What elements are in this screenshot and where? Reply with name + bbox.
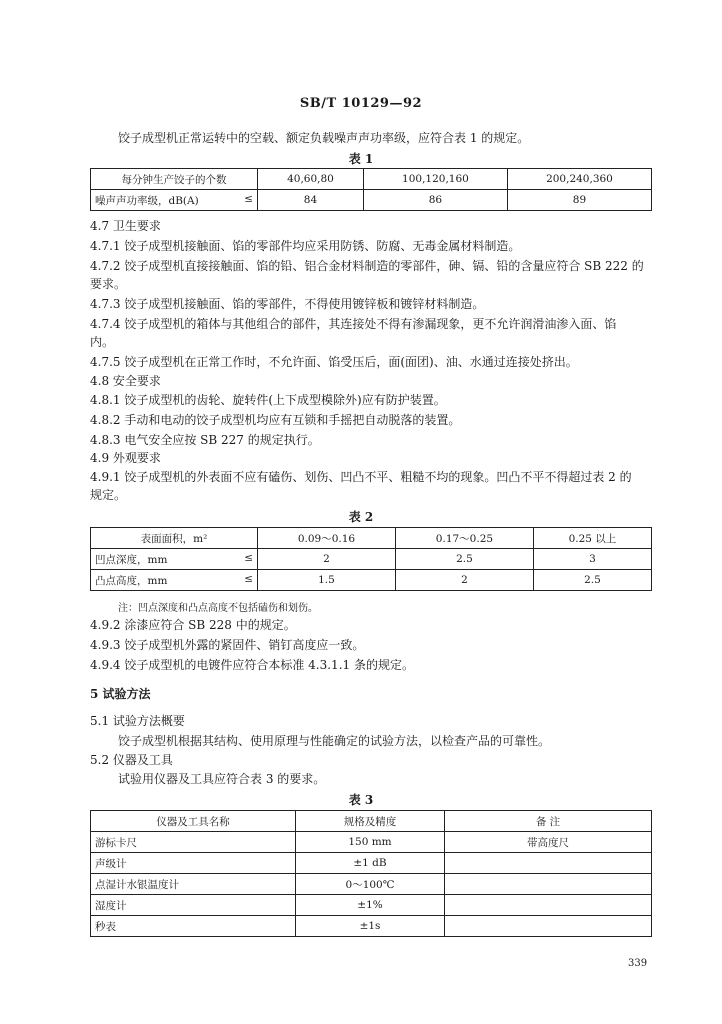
- table-cell: 秒表: [91, 916, 296, 937]
- table-row: [91, 853, 652, 874]
- table2-caption: 表 2: [348, 510, 374, 524]
- table-row: [91, 874, 652, 895]
- table2-row1-label: 凹点深度，mm: [95, 553, 168, 566]
- section-5-1-title: 5.1 试验方法概要: [90, 714, 185, 728]
- table3-caption: 表 3: [348, 793, 374, 807]
- table-row: [91, 190, 652, 211]
- table3-header-spec: 规格及精度: [296, 811, 445, 832]
- document-code-header: SB/T 10129—92: [299, 96, 423, 111]
- table-1: [90, 168, 652, 211]
- table-cell: 湿度计: [91, 895, 296, 916]
- table-cell: 带高度尺: [445, 832, 652, 853]
- table-cell: ±1s: [296, 916, 445, 937]
- clause-4-9-1-cont: 规定。: [90, 488, 127, 502]
- table-row: [91, 832, 652, 853]
- le-symbol: ≤: [244, 192, 253, 205]
- clause-4-8-1: 4.8.1 饺子成型机的齿轮、旋转件(上下成型模除外)应有防护装置。: [90, 393, 446, 407]
- clause-4-7-5: 4.7.5 饺子成型机在正常工作时，不允许面、馅受压后，面(面团)、油、水通过连接处挤出。: [90, 355, 578, 369]
- clause-4-7-1: 4.7.1 饺子成型机接触面、馅的零部件均应采用防锈、防腐、无毒金属材料制造。: [90, 239, 521, 253]
- clause-4-7-2: 4.7.2 饺子成型机直接接触面、馅的铅、铝合金材料制造的零部件，砷、镉、铅的含量应符合 SB 222 的: [90, 259, 644, 273]
- table-row: [91, 916, 652, 937]
- table-cell: 0.25 以上: [533, 528, 651, 549]
- table-cell: 0.17～0.25: [395, 528, 533, 549]
- clause-4-9-3: 4.9.3 饺子成型机外露的紧固件、销钉高度应一致。: [90, 638, 365, 652]
- table-cell: 0～100℃: [296, 874, 445, 895]
- le-symbol: ≤: [244, 551, 253, 564]
- table2-row2-label-cell: [91, 570, 258, 591]
- table-cell: 150 mm: [296, 832, 445, 853]
- table2-row1-label-cell: [91, 549, 258, 570]
- table-cell: 声级计: [91, 853, 296, 874]
- clause-4-8-2: 4.8.2 手动和电动的饺子成型机均应有互锁和手摇把自动脱落的装置。: [90, 413, 461, 427]
- table1-caption: 表 1: [348, 152, 374, 166]
- table2-note: 注：凹点深度和凸点高度不包括磕伤和划伤。: [118, 603, 318, 614]
- clause-4-7-4-cont: 内。: [90, 335, 115, 349]
- table-cell: [445, 895, 652, 916]
- table1-row2-label-cell: [91, 190, 258, 211]
- table-cell: [445, 853, 652, 874]
- table2-header-label: 表面面积，m²: [91, 528, 258, 549]
- table-cell: 0.09～0.16: [258, 528, 396, 549]
- table-cell: 2.5: [533, 570, 651, 591]
- table-row: [91, 570, 652, 591]
- table-cell: ±1 dB: [296, 853, 445, 874]
- table-cell: ±1%: [296, 895, 445, 916]
- clause-4-9-2: 4.9.2 涂漆应符合 SB 228 中的规定。: [90, 618, 296, 632]
- table-cell: 1.5: [258, 570, 396, 591]
- table-row: [91, 549, 652, 570]
- table3-header-name: 仪器及工具名称: [91, 811, 296, 832]
- table-cell: [445, 916, 652, 937]
- section-4-7-title: 4.7 卫生要求: [90, 219, 161, 233]
- section-4-8-title: 4.8 安全要求: [90, 374, 161, 388]
- clause-4-7-4: 4.7.4 饺子成型机的箱体与其他组合的部件，其连接处不得有渗漏现象，更不允许润滑油渗入面、馅: [90, 317, 617, 331]
- table-cell: 84: [258, 190, 364, 211]
- table-row: [91, 811, 652, 832]
- table-cell: 3: [533, 549, 651, 570]
- table-2: [90, 527, 652, 591]
- table1-row2-label: 噪声声功率级，dB(A): [95, 194, 199, 207]
- table-cell: 2: [395, 570, 533, 591]
- section-4-9-title: 4.9 外观要求: [90, 451, 161, 465]
- table-cell: 游标卡尺: [91, 832, 296, 853]
- table-cell: 86: [363, 190, 507, 211]
- table-cell: 2.5: [395, 549, 533, 570]
- table-cell: 89: [507, 190, 651, 211]
- table-cell: 点湿计水银温度计: [91, 874, 296, 895]
- section-5-title: 5 试验方法: [90, 687, 151, 701]
- clause-4-9-4: 4.9.4 饺子成型机的电镀件应符合本标准 4.3.1.1 条的规定。: [90, 658, 414, 672]
- clause-4-9-1: 4.9.1 饺子成型机的外表面不应有磕伤、划伤、凹凸不平、粗糙不均的现象。凹凸不平不得超过表 2 的: [90, 470, 632, 484]
- table-row: [91, 169, 652, 190]
- section-5-1-paragraph: 饺子成型机根据其结构、使用原理与性能确定的试验方法，以检查产品的可靠性。: [118, 734, 551, 748]
- table1-row1-label: 每分钟生产饺子的个数: [91, 169, 258, 190]
- section-5-2-title: 5.2 仪器及工具: [90, 753, 173, 767]
- le-symbol: ≤: [244, 572, 253, 585]
- clause-4-7-3: 4.7.3 饺子成型机接触面、馅的零部件，不得使用镀锌板和镀锌材料制造。: [90, 297, 485, 311]
- table-cell: [445, 874, 652, 895]
- table-cell: 40,60,80: [258, 169, 364, 190]
- clause-4-8-3: 4.8.3 电气安全应按 SB 227 的规定执行。: [90, 433, 320, 447]
- page-number: 339: [628, 958, 648, 969]
- table-cell: 2: [258, 549, 396, 570]
- clause-4-7-2-cont: 要求。: [90, 277, 127, 291]
- table-row: [91, 528, 652, 549]
- table-3: [90, 810, 652, 937]
- table-cell: 200,240,360: [507, 169, 651, 190]
- intro-paragraph: 饺子成型机正常运转中的空载、额定负载噪声声功率级，应符合表 1 的规定。: [118, 131, 530, 145]
- table-row: [91, 895, 652, 916]
- table-cell: 100,120,160: [363, 169, 507, 190]
- section-5-2-paragraph: 试验用仪器及工具应符合表 3 的要求。: [118, 772, 326, 786]
- table2-row2-label: 凸点高度，mm: [95, 574, 168, 587]
- table3-header-remark: 备 注: [445, 811, 652, 832]
